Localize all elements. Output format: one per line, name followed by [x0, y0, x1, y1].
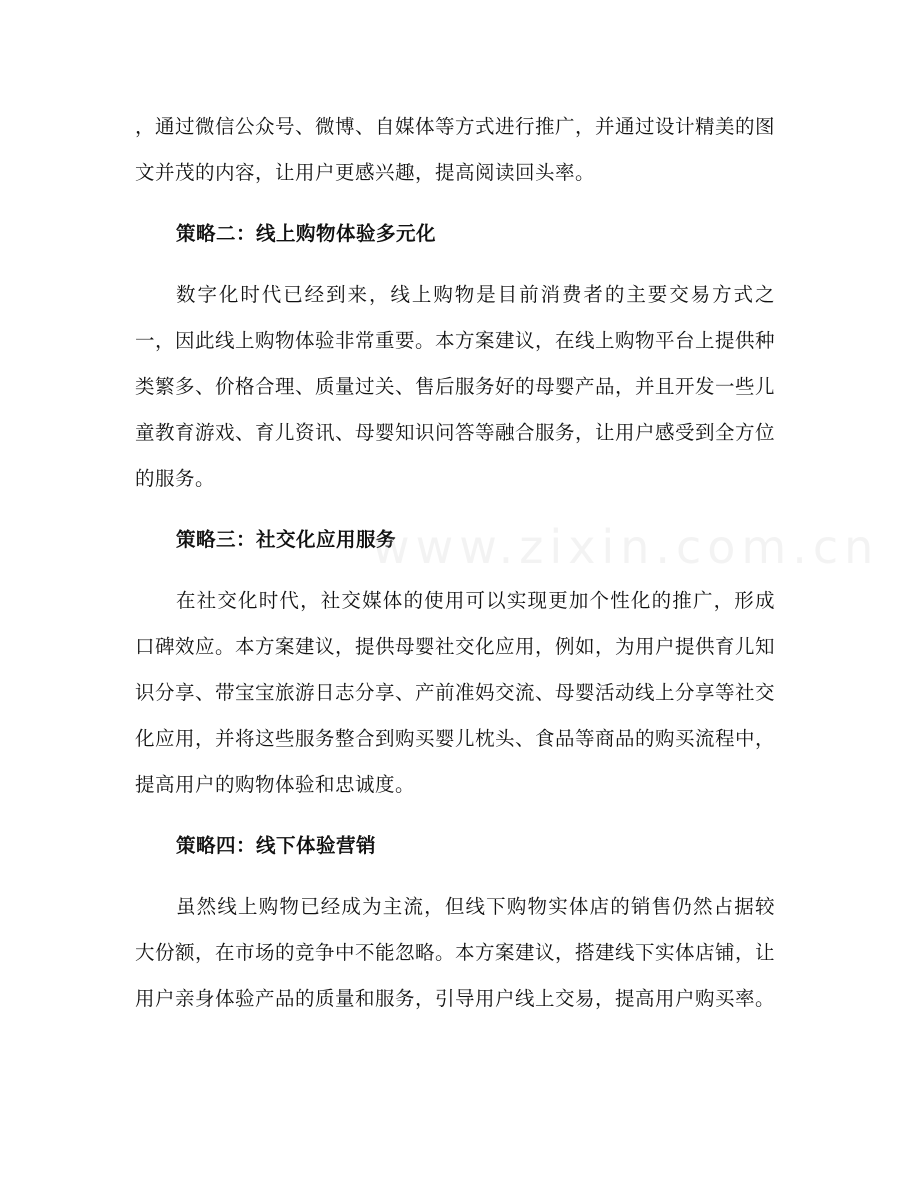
- section-heading-strategy-2: 策略二：线上购物体验多元化: [176, 222, 437, 245]
- section-body-strategy-3: 在社交化时代，社交媒体的使用可以实现更加个性化的推广，形成口碑效应。本方案建议，提供母婴社交化应用，例如，为用户提供育儿知识分享、带宝宝旅游日志分享、产前准妈交流、母婴活动线上分享等社交化应用，并将这些服务整合到购买婴儿枕头、食品等商品的购买流程中，提高用户的购物体验和忠诚度。: [135, 589, 776, 796]
- watermark-text: www.zixin.com.cn: [372, 520, 880, 574]
- section-body-strategy-4: 虽然线上购物已经成为主流，但线下购物实体店的销售仍然占据较大份额，在市场的竞争中不能忽略。本方案建议，搭建线下实体店铺，让用户亲身体验产品的质量和服务，引导用户线上交易，提高用户购买率。: [135, 895, 776, 1010]
- section-heading-strategy-4: 策略四：线下体验营销: [176, 834, 377, 857]
- section-heading-strategy-3: 策略三：社交化应用服务: [176, 528, 397, 551]
- intro-paragraph: ，通过微信公众号、微博、自媒体等方式进行推广，并通过设计精美的图文并茂的内容，让用户更感兴趣，提高阅读回头率。: [135, 115, 776, 184]
- section-body-strategy-2: 数字化时代已经到来，线上购物是目前消费者的主要交易方式之一，因此线上购物体验非常重要。本方案建议，在线上购物平台上提供种类繁多、价格合理、质量过关、售后服务好的母婴产品，并且开发一些儿童教育游戏、育儿资讯、母婴知识问答等融合服务，让用户感受到全方位的服务。: [135, 283, 776, 490]
- document-body: [135, 104, 775, 1037]
